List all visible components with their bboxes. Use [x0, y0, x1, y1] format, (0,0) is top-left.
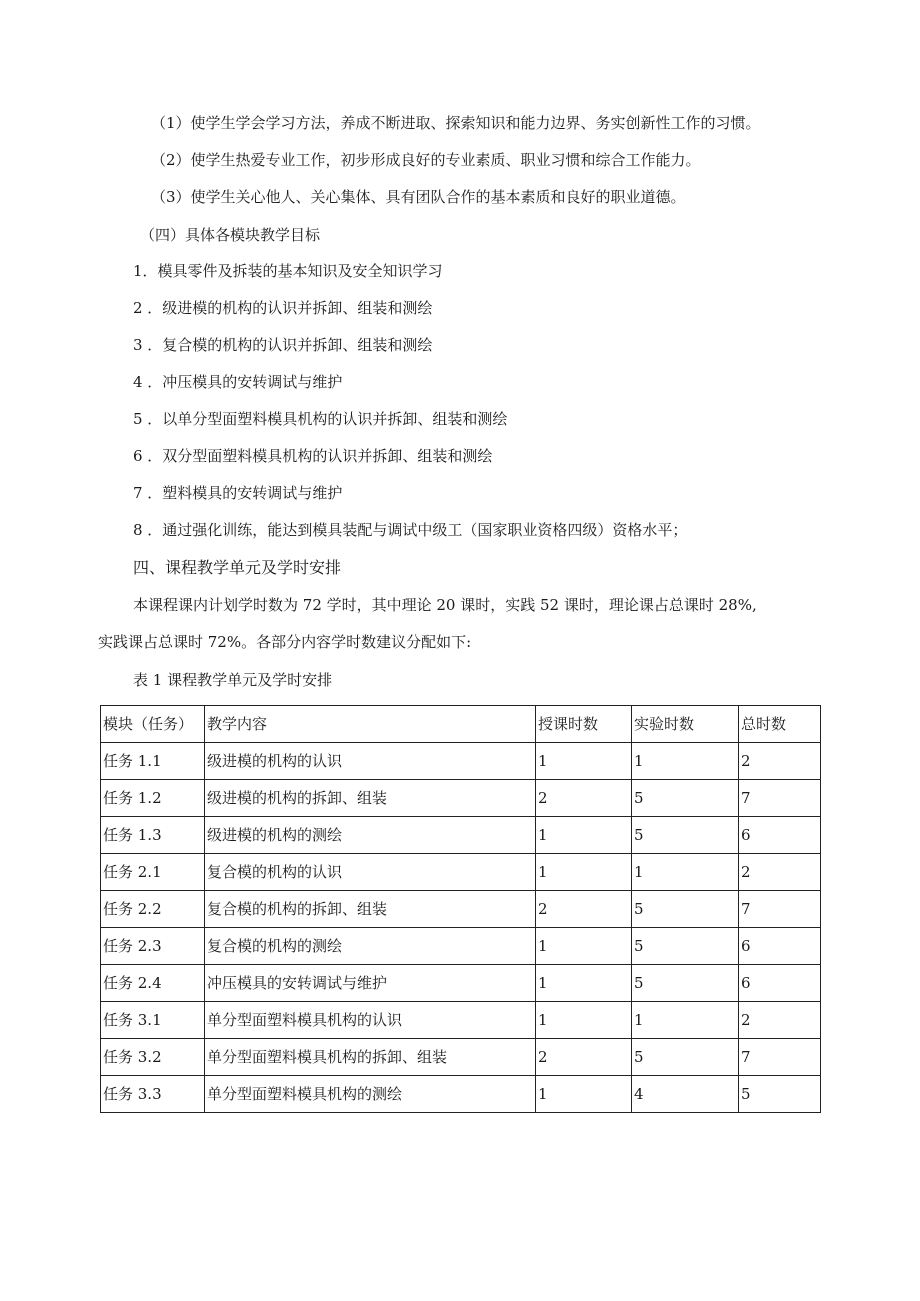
cell-lecture-hours: 2 [536, 891, 632, 928]
cell-lecture-hours: 1 [536, 1076, 632, 1113]
cell-lab-hours: 5 [632, 965, 739, 1002]
cell-lecture-hours: 1 [536, 817, 632, 854]
cell-content: 冲压模具的安转调试与维护 [205, 965, 536, 1002]
cell-total-hours: 2 [739, 743, 821, 780]
section-heading: 四、课程教学单元及学时安排 [133, 558, 342, 577]
intro-line-2: 实践课占总课时 72%。各部分内容学时数建议分配如下: [98, 633, 472, 651]
table-row [101, 1039, 821, 1076]
cell-lab-hours: 5 [632, 780, 739, 817]
cell-module: 任务 3.2 [101, 1039, 205, 1076]
module-goal-4: 4 ．冲压模具的安转调试与维护 [133, 373, 343, 391]
header-module: 模块（任务） [101, 706, 205, 743]
table-row [101, 928, 821, 965]
module-goal-2: 2 ．级进模的机构的认识并拆卸、组装和测绘 [133, 299, 433, 317]
table-header-row [101, 706, 821, 743]
table-row [101, 780, 821, 817]
cell-module: 任务 2.2 [101, 891, 205, 928]
header-lecture-hours: 授课时数 [536, 706, 632, 743]
cell-module: 任务 3.3 [101, 1076, 205, 1113]
cell-total-hours: 7 [739, 891, 821, 928]
cell-content: 单分型面塑料模具机构的测绘 [205, 1076, 536, 1113]
schedule-table [100, 705, 821, 1113]
cell-lecture-hours: 1 [536, 854, 632, 891]
cell-module: 任务 2.4 [101, 965, 205, 1002]
cell-lab-hours: 5 [632, 928, 739, 965]
cell-lab-hours: 4 [632, 1076, 739, 1113]
cell-lecture-hours: 1 [536, 928, 632, 965]
table-row [101, 1002, 821, 1039]
cell-module: 任务 1.2 [101, 780, 205, 817]
cell-module: 任务 2.3 [101, 928, 205, 965]
module-goal-5: 5 ．以单分型面塑料模具机构的认识并拆卸、组装和测绘 [133, 410, 508, 428]
cell-total-hours: 2 [739, 1002, 821, 1039]
cell-content: 级进模的机构的认识 [205, 743, 536, 780]
cell-module: 任务 3.1 [101, 1002, 205, 1039]
cell-lecture-hours: 1 [536, 965, 632, 1002]
module-goal-3: 3 ．复合模的机构的认识并拆卸、组装和测绘 [133, 336, 433, 354]
cell-content: 级进模的机构的测绘 [205, 817, 536, 854]
cell-content: 复合模的机构的拆卸、组装 [205, 891, 536, 928]
cell-total-hours: 7 [739, 780, 821, 817]
table-caption: 表 1 课程教学单元及学时安排 [133, 671, 333, 689]
header-lab-hours: 实验时数 [632, 706, 739, 743]
cell-lab-hours: 1 [632, 854, 739, 891]
table-row [101, 743, 821, 780]
cell-total-hours: 2 [739, 854, 821, 891]
module-goal-6: 6 ．双分型面塑料模具机构的认识并拆卸、组装和测绘 [133, 447, 493, 465]
cell-content: 单分型面塑料模具机构的认识 [205, 1002, 536, 1039]
cell-lab-hours: 1 [632, 1002, 739, 1039]
cell-total-hours: 5 [739, 1076, 821, 1113]
cell-content: 级进模的机构的拆卸、组装 [205, 780, 536, 817]
cell-lab-hours: 5 [632, 891, 739, 928]
cell-lecture-hours: 1 [536, 1002, 632, 1039]
cell-lecture-hours: 1 [536, 743, 632, 780]
table-row [101, 817, 821, 854]
cell-total-hours: 7 [739, 1039, 821, 1076]
header-total-hours: 总时数 [739, 706, 821, 743]
cell-content: 复合模的机构的认识 [205, 854, 536, 891]
cell-lab-hours: 1 [632, 743, 739, 780]
cell-lecture-hours: 2 [536, 780, 632, 817]
cell-module: 任务 1.1 [101, 743, 205, 780]
intro-line-1: 本课程课内计划学时数为 72 学时，其中理论 20 课时，实践 52 课时，理论课占总课时 28%, [133, 596, 757, 614]
cell-module: 任务 1.3 [101, 817, 205, 854]
table-row [101, 891, 821, 928]
module-goals-heading: （四）具体各模块教学目标 [140, 226, 321, 244]
module-goal-1: 1．模具零件及拆装的基本知识及安全知识学习 [133, 262, 443, 280]
module-goal-7: 7 ．塑料模具的安转调试与维护 [133, 484, 343, 502]
table-row [101, 1076, 821, 1113]
table-row [101, 965, 821, 1002]
cell-lab-hours: 5 [632, 1039, 739, 1076]
objective-1: （1）使学生学会学习方法，养成不断进取、探索知识和能力边界、务实创新性工作的习惯。 [151, 114, 761, 132]
table-row [101, 854, 821, 891]
objective-2: （2）使学生热爱专业工作，初步形成良好的专业素质、职业习惯和综合工作能力。 [151, 151, 701, 169]
objective-3: （3）使学生关心他人、关心集体、具有团队合作的基本素质和良好的职业道德。 [151, 188, 686, 206]
cell-content: 复合模的机构的测绘 [205, 928, 536, 965]
cell-total-hours: 6 [739, 928, 821, 965]
cell-content: 单分型面塑料模具机构的拆卸、组装 [205, 1039, 536, 1076]
cell-lab-hours: 5 [632, 817, 739, 854]
header-content: 教学内容 [205, 706, 536, 743]
cell-module: 任务 2.1 [101, 854, 205, 891]
cell-total-hours: 6 [739, 965, 821, 1002]
cell-total-hours: 6 [739, 817, 821, 854]
cell-lecture-hours: 2 [536, 1039, 632, 1076]
module-goal-8: 8 ．通过强化训练，能达到模具装配与调试中级工（国家职业资格四级）资格水平； [133, 521, 688, 539]
